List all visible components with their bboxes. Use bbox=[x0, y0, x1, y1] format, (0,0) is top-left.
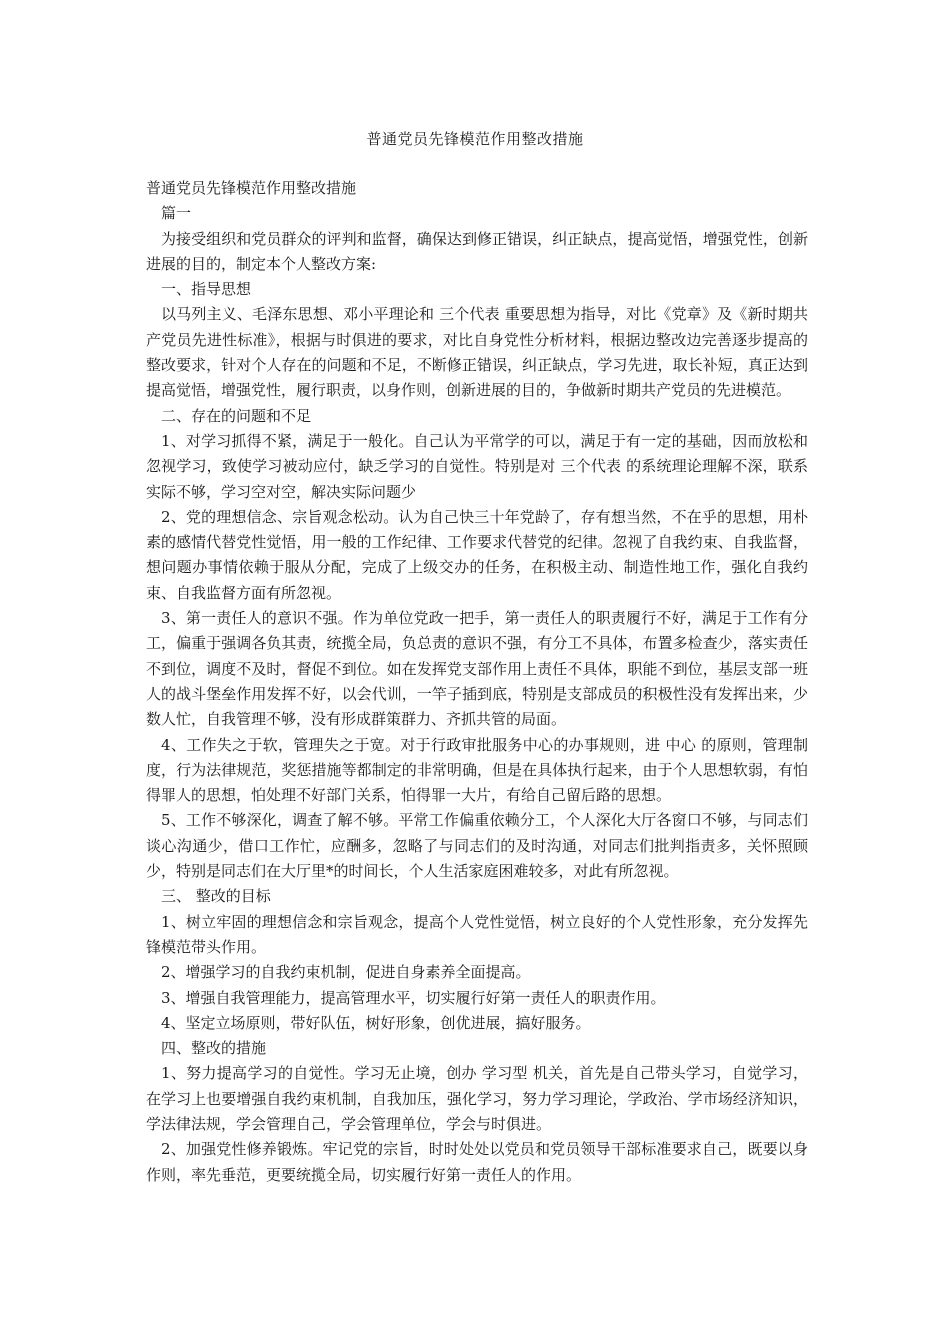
paragraph: 1、努力提高学习的自觉性。学习无止境，创办 学习型 机关，首先是自己带头学习，自觉学习，在学习上也要增强自我约束机制，自我加压，强化学习，努力学习理论，学政治、学市场经济知识，学法律法规，学会管理自己，学会管理单位，学会与时俱进。 bbox=[146, 1064, 808, 1133]
paragraph: 2、党的理想信念、宗旨观念松动。认为自己快三十年党龄了，存有想当然，不在乎的思想，用朴素的感情代替党性觉悟，用一般的工作纪律、工作要求代替党的纪律。忽视了自我约束、自我监督，想问题办事情依赖于服从分配，完成了上级交办的任务，在积极主动、制造性地工作，强化自我约束、自我监督方面有所忽视。 bbox=[146, 507, 808, 602]
section-heading: 二、存在的问题和不足 bbox=[161, 406, 312, 425]
document-body bbox=[146, 176, 808, 1188]
paragraph: 3、第一责任人的意识不强。作为单位党政一把手，第一责任人的职责履行不好，满足于工作有分工，偏重于强调各负其责，统揽全局，负总责的意识不强，有分工不具体，布置多检查少，落实责任不到位，调度不及时，督促不到位。如在发挥党支部作用上责任不具体，职能不到位，基层支部一班人的战斗堡垒作用发挥不好，以会代训，一竿子插到底，特别是支部成员的积极性没有发挥出来，少数人忙，自我管理不够，没有形成群策群力、齐抓共管的局面。 bbox=[146, 609, 808, 729]
section-heading: 一、指导思想 bbox=[161, 280, 252, 299]
section-label: 篇一 bbox=[161, 204, 192, 223]
paragraph: 5、工作不够深化，调查了解不够。平常工作偏重依赖分工，个人深化大厅各窗口不够，与同志们谈心沟通少，借口工作忙，应酬多，忽略了与同志们的及时沟通，对同志们批判指责多，关怀照顾少，特别是同志们在大厅里*的时间长，个人生活家庭困难较多，对此有所忽视。 bbox=[146, 811, 808, 881]
paragraph: 为接受组织和党员群众的评判和监督，确保达到修正错误，纠正缺点，提高觉悟，增强党性，创新进展的目的，制定本个人整改方案: bbox=[146, 229, 808, 273]
paragraph: 以马列主义、毛泽东思想、邓小平理论和 三个代表 重要思想为指导，对比《党章》及《新时期共产党员先进性标准》，根据与时俱进的要求，对比自身党性分析材料，根据边整改边完善逐步提高的整改要求，针对个人存在的问题和不足，不断修正错误，纠正缺点，学习先进，取长补短，真正达到提高觉悟，增强党性，履行职责，以身作则，创新进展的目的，争做新时期共产党员的先进模范。 bbox=[146, 305, 808, 400]
document-title: 普通党员先锋模范作用整改措施 bbox=[366, 130, 584, 148]
paragraph: 1、树立牢固的理想信念和宗旨观念，提高个人党性觉悟，树立良好的个人党性形象，充分发挥先锋模范带头作用。 bbox=[146, 912, 808, 956]
body-heading: 普通党员先锋模范作用整改措施 bbox=[146, 179, 357, 197]
section-heading: 四、整改的措施 bbox=[161, 1039, 267, 1058]
section-heading: 三、 整改的目标 bbox=[161, 887, 271, 906]
paragraph: 2、增强学习的自我约束机制，促进自身素养全面提高。 bbox=[161, 963, 531, 982]
paragraph: 4、坚定立场原则，带好队伍，树好形象，创优进展，搞好服务。 bbox=[161, 1013, 591, 1032]
paragraph: 1、对学习抓得不紧，满足于一般化。自己认为平常学的可以，满足于有一定的基础，因而放松和忽视学习，致使学习被动应付，缺乏学习的自觉性。特别是对 三个代表 的系统理论理解不深，联系实际不够，学习空对空，解决实际问题少 bbox=[146, 431, 808, 501]
paragraph: 3、增强自我管理能力，提高管理水平，切实履行好第一责任人的职责作用。 bbox=[161, 988, 666, 1007]
paragraph: 2、加强党性修养锻炼。牢记党的宗旨，时时处处以党员和党员领导干部标准要求自己，既要以身作则，率先垂范，更要统揽全局，切实履行好第一责任人的作用。 bbox=[146, 1140, 808, 1184]
paragraph: 4、工作失之于软，管理失之于宽。对于行政审批服务中心的办事规则，进 中心 的原则，管理制度，行为法律规范，奖惩措施等都制定的非常明确，但是在具体执行起来，由于个人思想软弱，有怕得罪人的思想，怕处理不好部门关系，怕得罪一大片，有给自己留后路的思想。 bbox=[146, 735, 808, 805]
